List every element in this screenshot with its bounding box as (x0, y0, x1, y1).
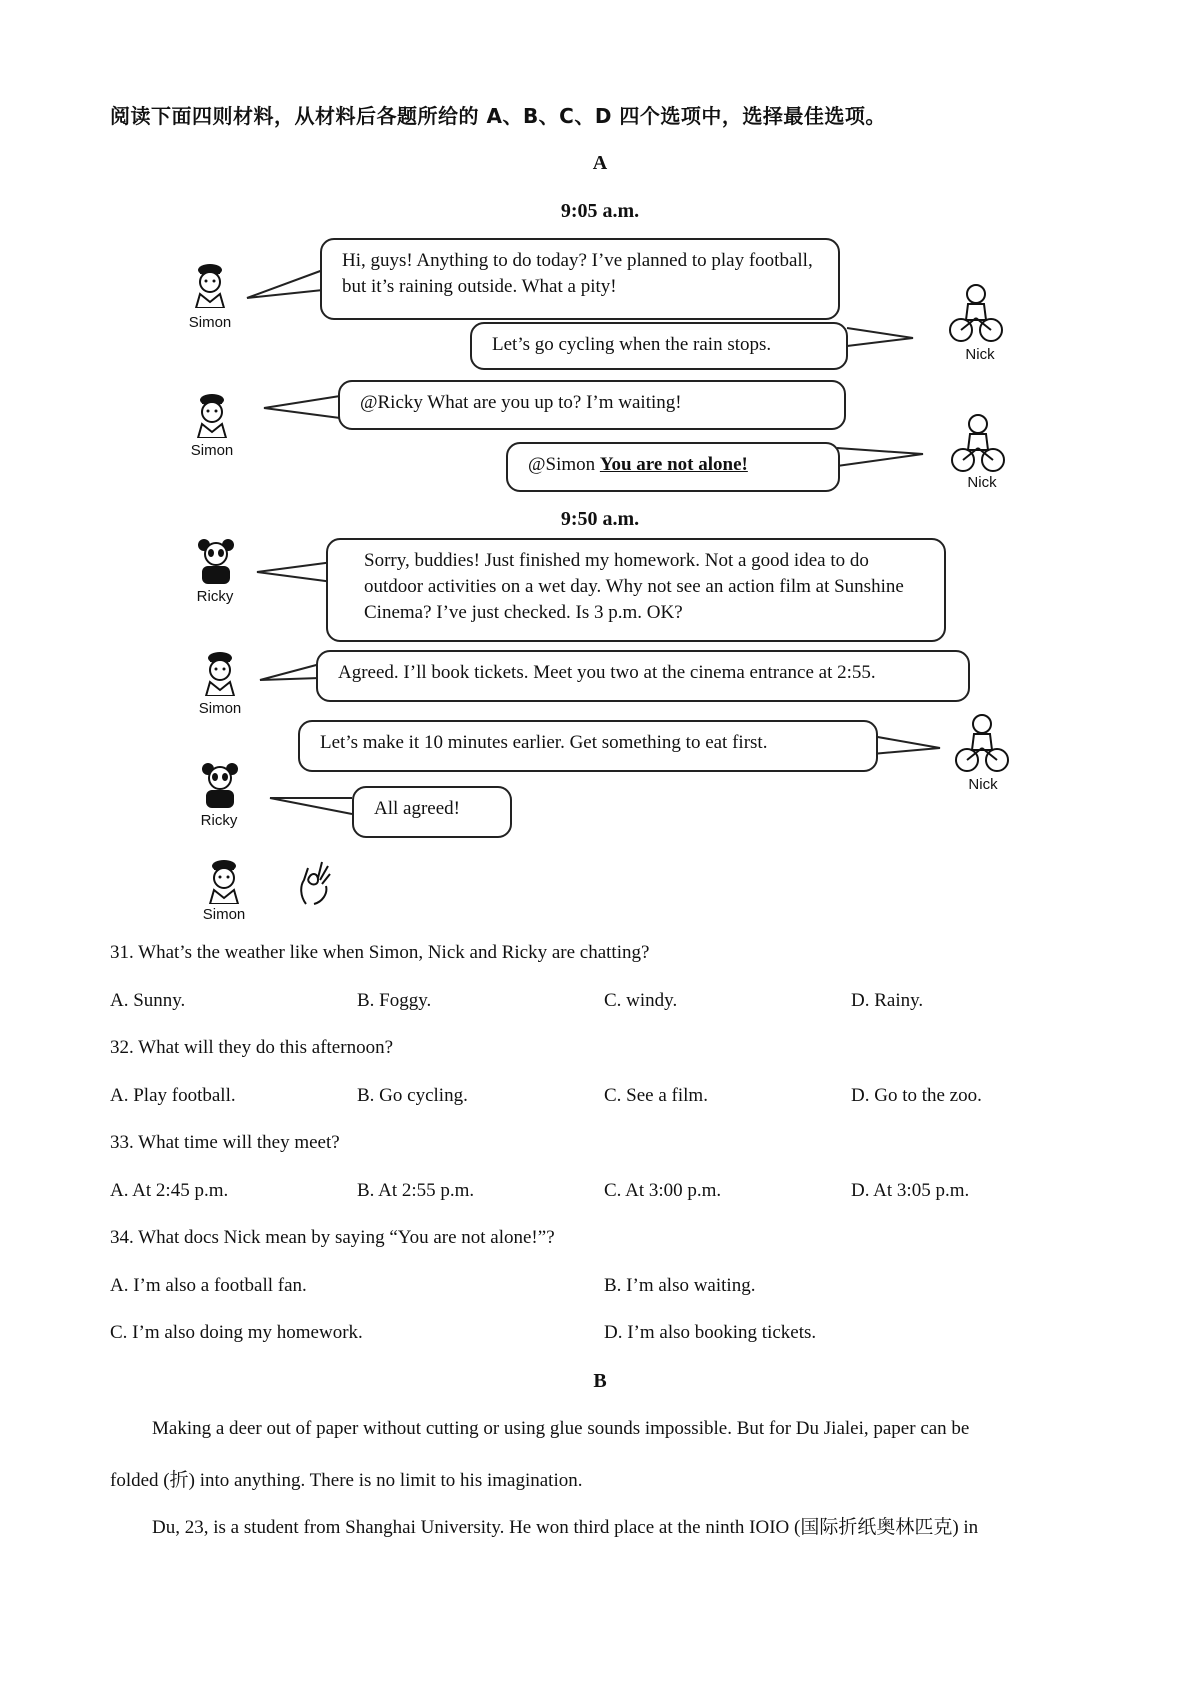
ricky-panda-icon (200, 762, 240, 808)
option-d: D. I’m also booking tickets. (604, 1322, 817, 1343)
time-label: 9:05 a.m. (560, 200, 640, 222)
simon-avatar-icon (198, 650, 242, 696)
bubble-tail (268, 790, 354, 820)
option-a: A. I’m also a football fan. (110, 1275, 307, 1296)
option-d: D. At 3:05 p.m. (851, 1180, 970, 1201)
speaker-name: Simon (202, 906, 246, 923)
question: 33. What time will they meet? (110, 1132, 340, 1153)
option-b: B. Foggy. (357, 990, 432, 1011)
speaker-name: Ricky (196, 588, 234, 605)
chat-bubble: @Ricky What are you up to? I’m waiting! (338, 380, 846, 430)
speaker-name: Simon (190, 442, 234, 459)
paragraph-line: Making a deer out of paper without cutting or using glue sounds impossible. But for Du Jialei, paper can be (152, 1418, 970, 1439)
paragraph-line: folded (折) into anything. There is no limit to his imagination. (110, 1470, 583, 1491)
option-a: A. Sunny. (110, 990, 186, 1011)
chat-bubble: All agreed! (352, 786, 512, 838)
speaker-name: Nick (965, 346, 995, 363)
option-b: B. Go cycling. (357, 1085, 468, 1106)
question: 34. What docs Nick mean by saying “You are not alone!”? (110, 1227, 555, 1248)
question: 31. What’s the weather like when Simon, Nick and Ricky are chatting? (110, 942, 650, 963)
nick-cyclist-icon (948, 282, 1004, 344)
option-d: D. Go to the zoo. (851, 1085, 982, 1106)
option-c: C. I’m also doing my homework. (110, 1322, 363, 1343)
bubble-tail (262, 394, 342, 424)
option-b: B. I’m also waiting. (604, 1275, 756, 1296)
emphasis-text: You are not alone! (599, 454, 748, 475)
option-c: C. See a film. (604, 1085, 708, 1106)
bubble-tail (255, 560, 335, 590)
mention: @Simon (528, 454, 600, 475)
simon-avatar-icon (202, 858, 246, 904)
bubble-tail (835, 446, 925, 470)
bubble-tail (845, 326, 915, 350)
option-a: A. At 2:45 p.m. (110, 1180, 229, 1201)
simon-avatar-icon (188, 262, 232, 308)
speaker-name: Ricky (200, 812, 238, 829)
speaker-name: Simon (188, 314, 232, 331)
option-c: C. windy. (604, 990, 678, 1011)
chat-bubble: Sorry, buddies! Just finished my homework. Not a good idea to do outdoor activities on a wet day. Why not see an action film at Sunshine Cinema? I’ve just checked. Is 3 p.m. OK? (326, 538, 946, 642)
chat-bubble (506, 442, 840, 492)
section-b-label: B (593, 1370, 607, 1392)
time-label: 9:50 a.m. (560, 508, 640, 530)
option-b: B. At 2:55 p.m. (357, 1180, 475, 1201)
ok-hand-icon (296, 858, 334, 906)
chat-bubble: Let’s make it 10 minutes earlier. Get something to eat first. (298, 720, 878, 772)
bubble-tail (870, 734, 942, 760)
bubble-tail (258, 662, 322, 686)
chat-bubble: Hi, guys! Anything to do today? I’ve planned to play football, but it’s raining outside. What a pity! (320, 238, 840, 320)
chat-bubble: Agreed. I’ll book tickets. Meet you two at the cinema entrance at 2:55. (316, 650, 970, 702)
option-d: D. Rainy. (851, 990, 924, 1011)
question: 32. What will they do this afternoon? (110, 1037, 394, 1058)
nick-cyclist-icon (954, 712, 1010, 774)
simon-avatar-icon (190, 392, 234, 438)
ricky-panda-icon (196, 538, 236, 584)
speaker-name: Nick (967, 474, 997, 491)
chat-bubble: Let’s go cycling when the rain stops. (470, 322, 848, 370)
section-a-label: A (592, 152, 608, 174)
bubble-tail (245, 268, 325, 308)
speaker-name: Simon (198, 700, 242, 717)
option-c: C. At 3:00 p.m. (604, 1180, 722, 1201)
option-a: A. Play football. (110, 1085, 236, 1106)
nick-cyclist-icon (950, 412, 1006, 474)
speaker-name: Nick (968, 776, 998, 793)
paragraph-line: Du, 23, is a student from Shanghai University. He won third place at the ninth IOIO (国际折纸奥林匹克) in (152, 1517, 979, 1538)
instruction: 阅读下面四则材料，从材料后各题所给的 A、B、C、D 四个选项中，选择最佳选项。 (110, 104, 886, 128)
